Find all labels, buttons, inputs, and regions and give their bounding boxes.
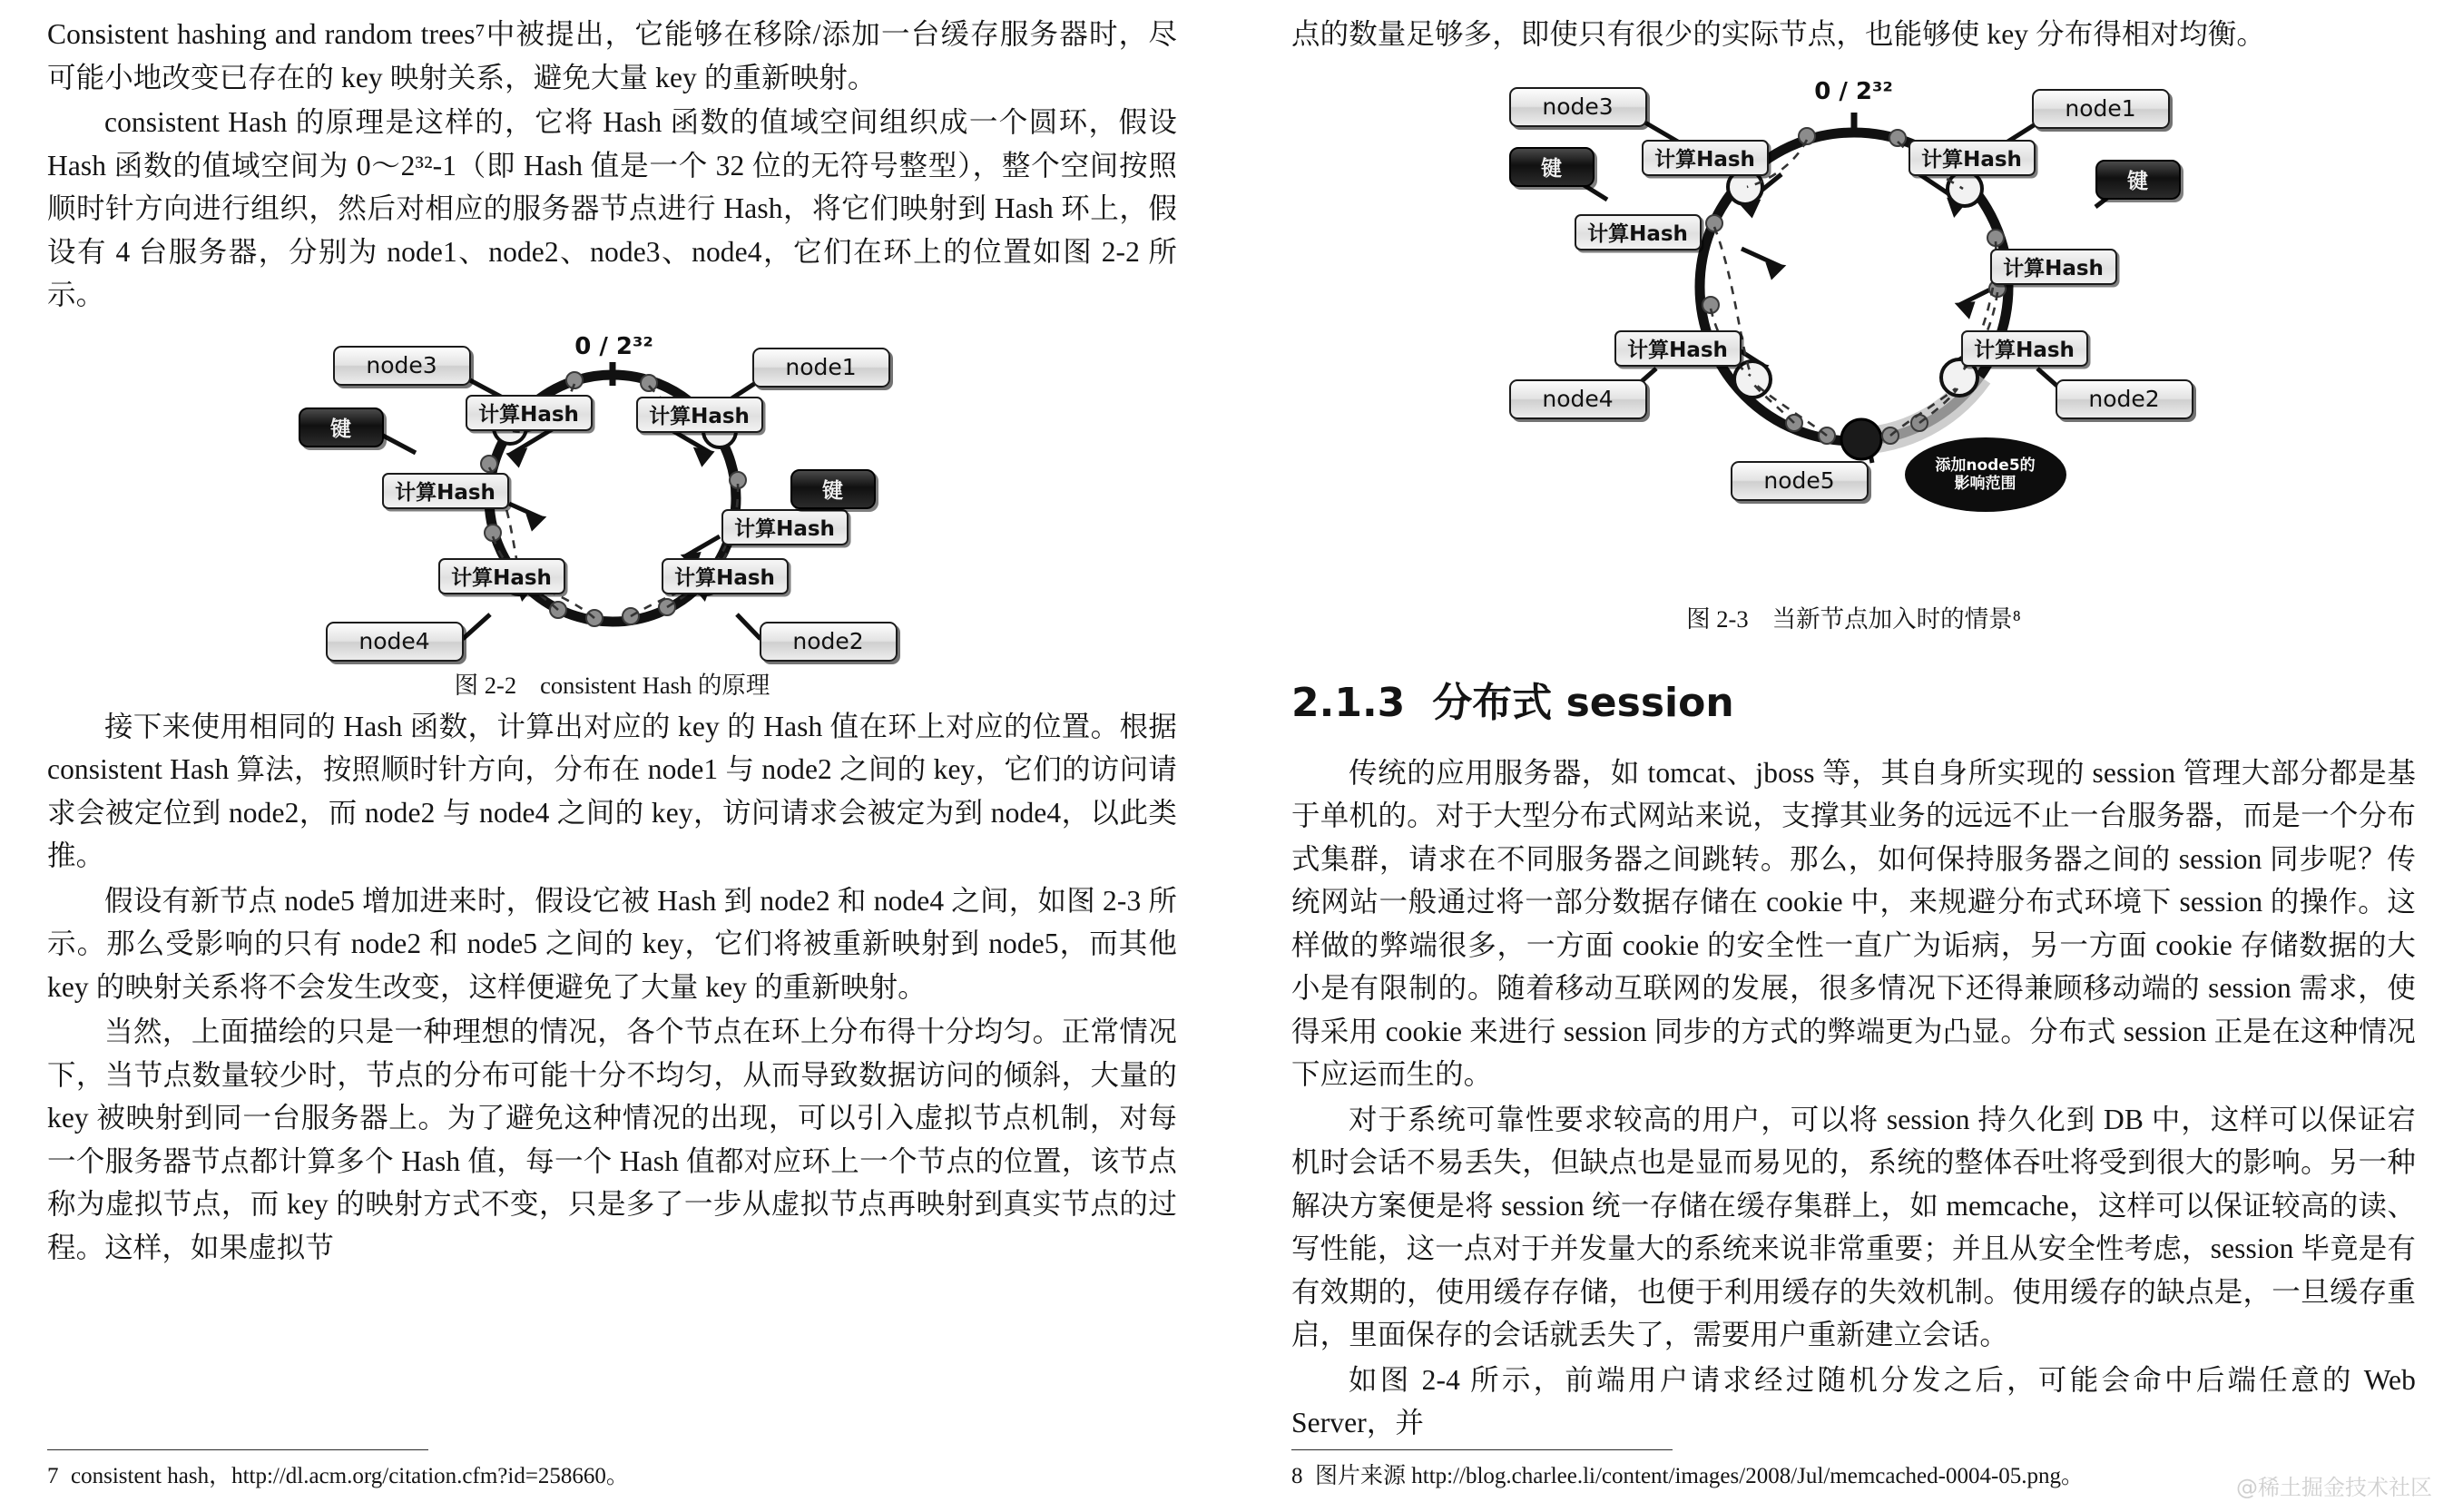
section-heading-2-1-3: [1291, 670, 2416, 728]
hash-box-key-right-2: 计算Hash: [1990, 249, 2117, 285]
watermark: @稀土掘金技术社区: [2236, 1475, 2432, 1500]
figure-2-3-title: 当新节点加入时的情景⁸: [1771, 604, 2021, 633]
node4-box-2: node4: [1509, 379, 1647, 419]
footnote-8-number: 8: [1291, 1464, 1303, 1488]
key-box-right: 键: [790, 469, 876, 509]
figure-2-3-number: 图 2-3: [1686, 604, 1749, 633]
node3-box-2: node3: [1509, 87, 1647, 127]
hash-box-node4-2: 计算Hash: [1614, 330, 1742, 367]
node4-box: node4: [326, 622, 464, 662]
node1-box: node1: [752, 348, 890, 388]
right-paragraph-top: 点的数量足够多，即使只有很少的实际节点，也能够使 key 分布得相对均衡。: [1291, 18, 2265, 50]
hash-box-node4: 计算Hash: [438, 558, 565, 594]
key-box-left: 键: [299, 407, 384, 447]
figure-2-2-number: 图 2-2: [454, 671, 517, 699]
hash-box-node3-2: 计算Hash: [1642, 140, 1769, 176]
hash-box-node1-2: 计算Hash: [1909, 140, 2036, 176]
hash-box-node2-2: 计算Hash: [1961, 330, 2088, 367]
hash-box-node2: 计算Hash: [662, 558, 789, 594]
right-paragraph-2: 对于系统可靠性要求较高的用户，可以将 session 持久化到 DB 中，这样可以保证宕机时会话不易丢失，但缺点也是显而易见的，系统的整体吞吐将受到很大的影响。另一种解决方案便是将 session 统一存储在缓存集群上，如 memcache，这样可以保证较高的读、写性能，这一点对于并发量大的系统来说非常重要；并且从安全性考虑，session 毕竟是有有效期的，使用缓存存储，也便于利用缓存的失效机制。使用缓存的缺点是，一旦缓存重启，里面保存的会话就丢失了，需要用户重新建立会话。: [1291, 1103, 2416, 1350]
right-paragraph-3: 如图 2-4 所示，前端用户请求经过随机分发之后，可能会命中后端任意的 Web Server，并: [1291, 1363, 2416, 1438]
node3-box: node3: [333, 346, 471, 386]
hash-box-node1: 计算Hash: [636, 397, 763, 433]
figure-2-3-svg: [1509, 60, 2199, 595]
node5-ring-marker: [1841, 419, 1881, 459]
figure-2-3-diagram: [1509, 60, 2199, 595]
paragraph-4: 假设有新节点 node5 增加进来时，假设它被 Hash 到 node2 和 node4 之间，如图 2-3 所示。那么受影响的只有 node2 和 node5 之间的 key，它们将被重新映射到 node5，而其他 key 的映射关系将不会发生改变，这样便避免了大量 key 的重新映射。: [47, 884, 1177, 1003]
bubble-line-1: 添加node5的: [1935, 456, 2036, 475]
key-box-left-2: 键: [1509, 147, 1595, 187]
connector-node4: [463, 614, 490, 639]
figure-2-3-caption: [1291, 603, 2416, 635]
footnote-7: [47, 1461, 1177, 1492]
paragraph-1: Consistent hashing and random trees⁷中被提出，它能够在移除/添加一台缓存服务器时，尽可能小地改变已存在的 key 映射关系，避免大量 key 的重新映射。: [47, 18, 1177, 93]
node2-box: node2: [760, 622, 898, 662]
hash-box-key-right: 计算Hash: [721, 509, 849, 545]
right-paragraph-1: 传统的应用服务器，如 tomcat、jboss 等，其自身所实现的 session 管理大部分都是基于单机的。对于大型分布式网站来说，支撑其业务的远远不止一台服务器，而是一个分布式集群，请求在不同服务器之间跳转。那么，如何保持服务器之间的 session 同步呢？传统网站一般通过将一部分数据存储在 cookie 中，来规避分布式环境下 session 的操作。这样做的弊端很多，一方面 cookie 的安全性一直广为诟病，另一方面 cookie 存储数据的大小是有限制的。随着移动互联网的发展，很多情况下还得兼顾移动端的 session 需求，使得采用 cookie 来进行 session 同步的方式的弊端更为凸显。分布式 session 正是在这种情况下应运而生的。: [1291, 756, 2416, 1090]
hash-box-key-left: 计算Hash: [382, 473, 509, 509]
node1-box-2: node1: [2032, 89, 2170, 129]
key-box-right-2: 键: [2095, 160, 2181, 200]
hash-box-key-left-2: 计算Hash: [1575, 214, 1702, 250]
figure-2-2-title: consistent Hash 的原理: [540, 671, 770, 699]
footnote-8-text: 图片来源 http://blog.charlee.li/content/images/2008/Jul/memcached-0004-05.png。: [1315, 1464, 2085, 1488]
footnote-divider-2: [1291, 1449, 1673, 1450]
ring-origin-label-2: 0 / 2³²: [1814, 77, 1893, 105]
paragraph-3: 接下来使用相同的 Hash 函数，计算出对应的 key 的 Hash 值在环上对应的位置。根据 consistent Hash 算法，按照顺时针方向，分布在 node1 与 node2 之间的 key，它们的访问请求会被定位到 node2，而 node2 与 node4 之间的 key，访问请求会被定为到 node4，以此类推。: [47, 710, 1177, 871]
affected-range-bubble: [1905, 437, 2066, 512]
paragraph-2: consistent Hash 的原理是这样的，它将 Hash 函数的值域空间组织成一个圆环，假设 Hash 函数的值域空间为 0～2³²-1（即 Hash 值是一个 32 位的无符号整型），整个空间按照顺时针方向进行组织，然后对相应的服务器节点进行 Hash，将它们映射到 Hash 环上，假设有 4 台服务器，分别为 node1、node2、node3、node4，它们在环上的位置如图 2-2 所示。: [47, 106, 1177, 310]
left-footnote-area: [47, 1449, 1177, 1492]
connector-node2: [737, 614, 760, 639]
footnote-7-number: 7: [47, 1464, 59, 1488]
footnote-7-text: consistent hash，http://dl.acm.org/citation.cfm?id=258660。: [71, 1464, 629, 1488]
section-number: 2.1.3: [1291, 679, 1406, 726]
figure-2-2-caption: [47, 669, 1177, 702]
paragraph-5: 当然，上面描绘的只是一种理想的情况，各个节点在环上分布得十分均匀。正常情况下，当节点数量较少时，节点的分布可能十分不均匀，从而导致数据访问的倾斜，大量的 key 被映射到同一台服务器上。为了避免这种情况的出现，可以引入虚拟节点机制，对每一个服务器节点都计算多个 Hash 值，每一个 Hash 值都对应环上一个节点的位置，该节点称为虚拟节点，而 key 的映射方式不变，只是多了一步从虚拟节点再映射到真实节点的过程。这样，如果虚拟节: [47, 1016, 1177, 1263]
footnote-divider: [47, 1449, 428, 1450]
node2-box-2: node2: [2056, 379, 2193, 419]
figure-2-2-diagram: [286, 326, 939, 662]
hash-box-node3: 计算Hash: [466, 395, 593, 431]
right-column: [1232, 0, 2463, 1512]
ring-origin-label: 0 / 2³²: [574, 332, 653, 360]
bubble-line-2: 影响范围: [1954, 474, 2017, 493]
node5-box: node5: [1731, 461, 1869, 501]
section-title: 分布式 session: [1432, 679, 1734, 726]
